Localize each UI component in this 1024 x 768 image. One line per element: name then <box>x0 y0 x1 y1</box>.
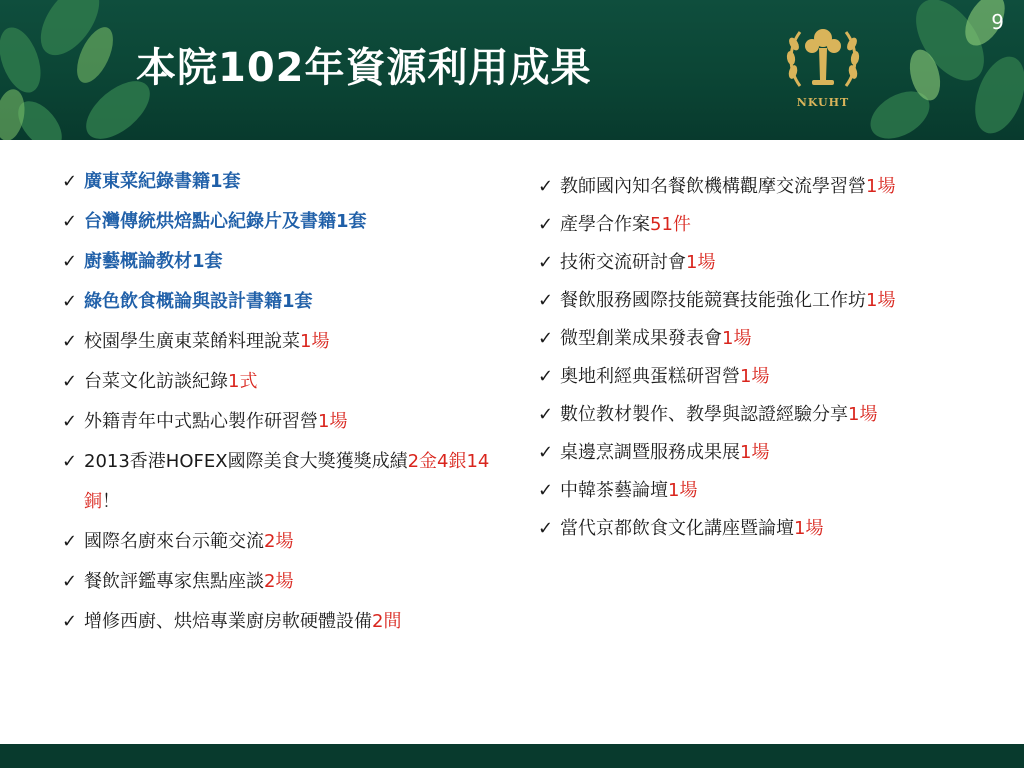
list-item <box>538 510 998 548</box>
list-item <box>538 320 998 358</box>
page-title: 本院102年資源利用成果 <box>136 45 592 91</box>
item-label: 餐飲服務國際技能競賽技能強化工作坊 <box>560 290 866 311</box>
list-item <box>538 434 998 472</box>
item-count: 1場 <box>866 290 896 311</box>
check-icon: ✓ <box>62 291 78 312</box>
item-label: 外籍青年中式點心製作研習營 <box>84 411 318 432</box>
right-achievement-list <box>538 168 998 548</box>
list-item <box>62 162 512 202</box>
list-item <box>62 562 512 602</box>
item-label: 微型創業成果發表會 <box>560 328 722 349</box>
list-item <box>62 282 512 322</box>
list-item <box>538 282 998 320</box>
item-count: 1場 <box>300 331 330 352</box>
item-label: 奧地利經典蛋糕研習營 <box>560 366 740 387</box>
slide-header <box>0 0 1024 140</box>
check-icon: ✓ <box>538 442 554 463</box>
list-item <box>62 602 512 642</box>
check-icon: ✓ <box>538 366 554 387</box>
item-count: 1場 <box>740 442 770 463</box>
item-count: 1場 <box>668 480 698 501</box>
list-item <box>62 442 512 522</box>
list-item <box>538 396 998 434</box>
item-label: 增修西廚、烘焙專業廚房軟硬體設備 <box>84 611 372 632</box>
check-icon: ✓ <box>62 531 78 552</box>
item-label: 產學合作案 <box>560 214 650 235</box>
check-icon: ✓ <box>62 451 78 472</box>
item-count: 2金4銀14銅 <box>84 451 490 512</box>
check-icon: ✓ <box>62 251 78 272</box>
left-achievement-list <box>62 162 512 642</box>
list-item <box>538 244 998 282</box>
item-label: 台灣傳統烘焙點心紀錄片及書籍1套 <box>84 211 367 232</box>
list-item <box>538 472 998 510</box>
item-count: 1式 <box>228 371 258 392</box>
check-icon: ✓ <box>62 611 78 632</box>
check-icon: ✓ <box>62 211 78 232</box>
item-count: 1場 <box>794 518 824 539</box>
list-item <box>62 522 512 562</box>
item-label: 技術交流研討會 <box>560 252 686 273</box>
list-item <box>62 402 512 442</box>
item-count: 2場 <box>264 571 294 592</box>
item-label: 綠色飲食概論與設計書籍1套 <box>84 291 313 312</box>
item-count: 1場 <box>686 252 716 273</box>
item-count: 1場 <box>848 404 878 425</box>
page-number: 9 <box>991 10 1004 34</box>
item-count: 1場 <box>866 176 896 197</box>
check-icon: ✓ <box>538 518 554 539</box>
list-item <box>538 358 998 396</box>
item-count: 1場 <box>740 366 770 387</box>
check-icon: ✓ <box>538 404 554 425</box>
check-icon: ✓ <box>62 331 78 352</box>
item-label: 廚藝概論教材1套 <box>84 251 223 272</box>
list-item <box>538 168 998 206</box>
logo-text: NKUHT <box>796 96 850 109</box>
item-count: 51件 <box>650 214 691 235</box>
item-label: 數位教材製作、教學與認證經驗分享 <box>560 404 848 425</box>
check-icon: ✓ <box>538 328 554 349</box>
check-icon: ✓ <box>538 290 554 311</box>
check-icon: ✓ <box>538 214 554 235</box>
check-icon: ✓ <box>62 371 78 392</box>
school-emblem-icon <box>782 20 864 112</box>
item-label: 當代京都飲食文化講座暨論壇 <box>560 518 794 539</box>
check-icon: ✓ <box>62 571 78 592</box>
item-label: 餐飲評鑑專家焦點座談 <box>84 571 264 592</box>
check-icon: ✓ <box>62 411 78 432</box>
check-icon: ✓ <box>62 171 78 192</box>
item-count: 1場 <box>722 328 752 349</box>
item-label: 教師國內知名餐飲機構觀摩交流學習營 <box>560 176 866 197</box>
item-label: 桌邊烹調暨服務成果展 <box>560 442 740 463</box>
check-icon: ✓ <box>538 176 554 197</box>
item-label: 校園學生廣東菜餚料理說菜 <box>84 331 300 352</box>
item-count: 2間 <box>372 611 402 632</box>
item-label: 2013香港HOFEX國際美食大獎獲獎成績 <box>84 451 408 472</box>
item-suffix: ！ <box>102 491 120 512</box>
check-icon: ✓ <box>538 252 554 273</box>
item-label: 廣東菜紀錄書籍1套 <box>84 171 241 192</box>
item-count: 2場 <box>264 531 294 552</box>
list-item <box>62 362 512 402</box>
list-item <box>62 242 512 282</box>
slide-footer <box>0 744 1024 768</box>
list-item <box>62 322 512 362</box>
list-item <box>62 202 512 242</box>
check-icon: ✓ <box>538 480 554 501</box>
item-label: 國際名廚來台示範交流 <box>84 531 264 552</box>
item-label: 中韓茶藝論壇 <box>560 480 668 501</box>
list-item <box>538 206 998 244</box>
item-count: 1場 <box>318 411 348 432</box>
item-label: 台菜文化訪談紀錄 <box>84 371 228 392</box>
